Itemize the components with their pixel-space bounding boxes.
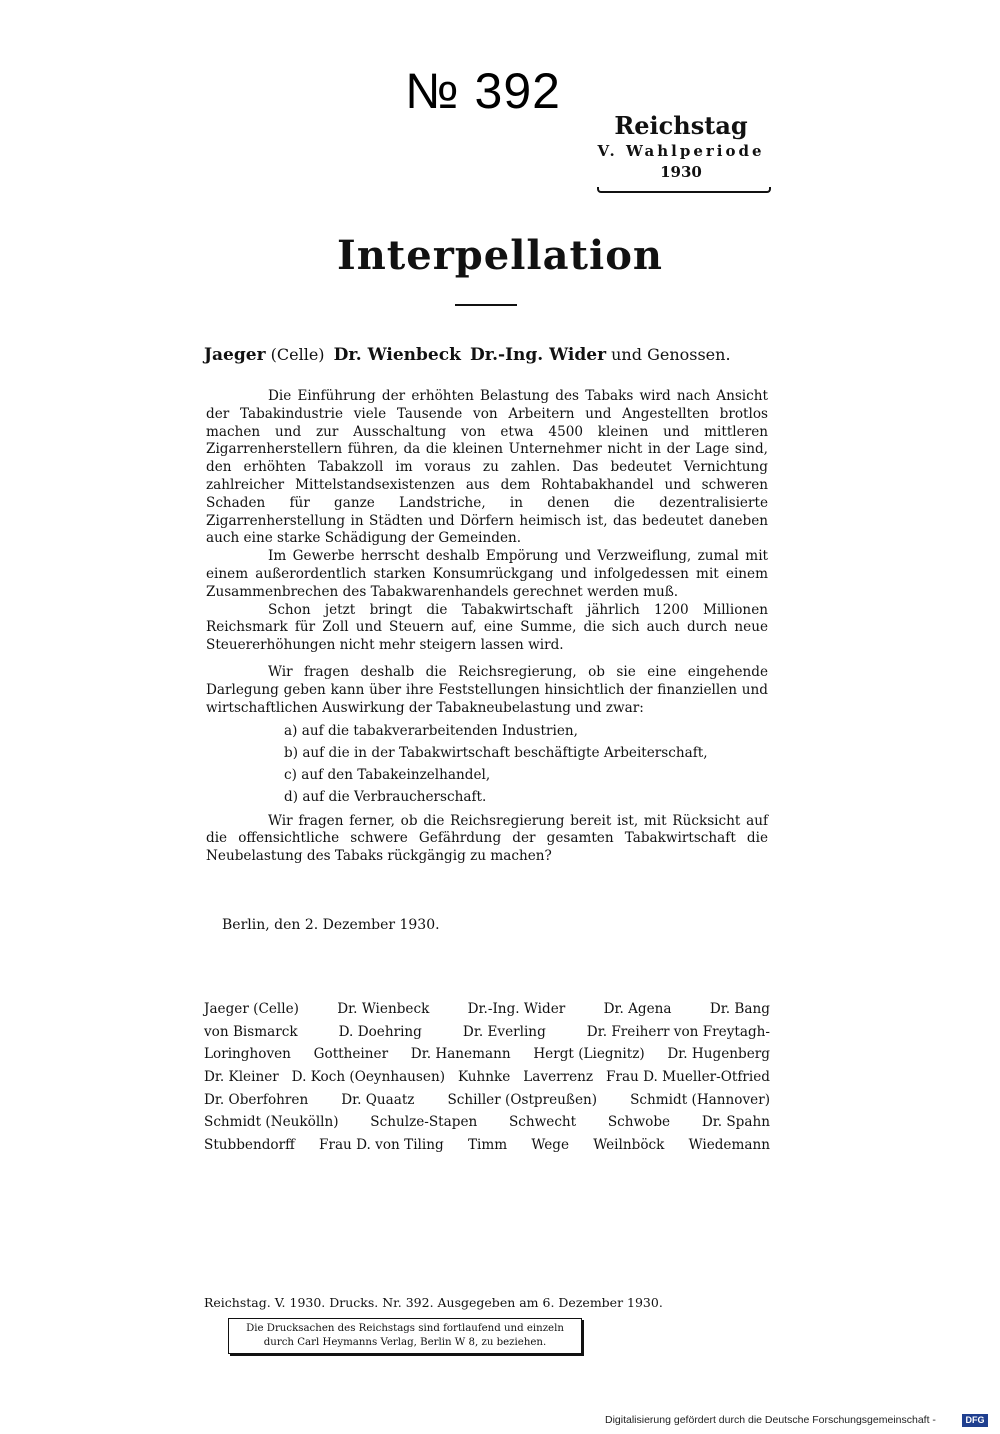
signer-name: Frau D. von Tiling (319, 1136, 444, 1153)
parliament-name: Reichstag (614, 111, 748, 140)
signer-name: Dr. Spahn (701, 1114, 770, 1131)
signer-name: Loringhoven (204, 1046, 291, 1063)
signer-name: D. Koch (Oeynhausen) (291, 1069, 446, 1086)
digitization-credit: Digitalisierung gefördert durch die Deutsche Forschungsgemeinschaft - (605, 1414, 936, 1426)
signer-name: Dr. Agena (603, 1001, 672, 1018)
signer-name: Wiedemann (688, 1136, 770, 1153)
list-item: d) auf die Verbraucherschaft. (284, 788, 487, 805)
signer-row (204, 1021, 770, 1044)
signer-name: Kuhnke (457, 1069, 511, 1086)
signer-row (204, 998, 770, 1021)
signer-name: Schiller (Ostpreußen) (447, 1091, 598, 1108)
signer-name: von Bismarck (204, 1023, 298, 1040)
paragraph-3: Schon jetzt bringt die Tabakwirtschaft jährlich 1200 Millionen Reichsmark für Zoll und Steuern auf, eine Summe, die sich auch durch neue Steuererhöhungen nicht mehr steigern lassen wird. (206, 601, 768, 654)
signer-name: Gottheiner (313, 1046, 389, 1063)
paragraph-2: Im Gewerbe herrscht deshalb Empörung und Verzweiflung, zumal mit einem außerordentlich starken Konsumrückgang und infolgedessen mit einem Zusammenbrechen des Tabakwarenhandels gerechnet werden muß. (206, 548, 768, 600)
signer-name: Dr.-Ing. Wider (467, 1001, 566, 1018)
signer-name: Dr. Kleiner (204, 1069, 279, 1086)
date-line: Berlin, den 2. Dezember 1930. (222, 917, 440, 933)
header-bracket-rule (597, 187, 771, 193)
signer-name: Schmidt (Neukölln) (204, 1114, 339, 1131)
authors-tail: und Genossen. (611, 345, 731, 364)
signer-name: Dr. Hanemann (410, 1046, 511, 1063)
author-3: Dr.-Ing. Wider (469, 345, 607, 365)
signatories (204, 998, 770, 1156)
signer-name: Dr. Freiherr von Freytagh- (586, 1023, 770, 1040)
signer-name: Schmidt (Hannover) (630, 1091, 770, 1108)
print-reference-line: Reichstag. V. 1930. Drucks. Nr. 392. Ausgegeben am 6. Dezember 1930. (204, 1295, 663, 1310)
signer-name: Stubbendorff (204, 1136, 295, 1153)
signer-name: Timm (467, 1136, 508, 1153)
list-item: c) auf den Tabakeinzelhandel, (284, 766, 491, 783)
publisher-notice-box (228, 1318, 582, 1354)
authors-line (204, 345, 735, 365)
signer-name: Dr. Everling (462, 1023, 546, 1040)
interpellation-body (206, 388, 768, 866)
publisher-notice-line-1: Die Drucksachen des Reichstags sind fortlaufend und einzeln (246, 1323, 564, 1334)
signer-name: Dr. Bang (709, 1001, 770, 1018)
signer-row (204, 1111, 770, 1134)
question-list (284, 721, 768, 808)
publisher-notice-line-2: durch Carl Heymanns Verlag, Berlin W 8, zu beziehen. (263, 1337, 547, 1348)
signer-name: Schulze-Stapen (370, 1114, 478, 1131)
page-title: Interpellation (337, 232, 663, 279)
signer-name: Schwecht (508, 1114, 577, 1131)
signer-name: Dr. Hugenberg (667, 1046, 770, 1063)
signer-name: Frau D. Mueller-Otfried (606, 1069, 770, 1086)
signer-name: Jaeger (Celle) (204, 1001, 299, 1018)
signer-name: Wege (531, 1136, 570, 1153)
author-1: Jaeger (204, 345, 266, 365)
list-item: b) auf die in der Tabakwirtschaft beschäftigte Arbeiterschaft, (284, 745, 708, 762)
author-1-note: (Celle) (270, 345, 325, 364)
document-number: № 392 (405, 63, 561, 119)
dfg-logo: DFG (962, 1414, 988, 1427)
paragraph-4: Wir fragen deshalb die Reichsregierung, ob sie eine eingehende Darlegung geben kann über ihre Feststellungen hinsichtlich der finanziellen und wirtschaftlichen Auswirkung der Tabakneubelastung und zwar: (206, 663, 768, 716)
signer-name: Weilnböck (593, 1136, 665, 1153)
legislative-period: V. Wahlperiode (597, 142, 765, 160)
period-year: 1930 (660, 163, 702, 181)
signer-name: Dr. Wienbeck (337, 1001, 430, 1018)
author-2: Dr. Wienbeck (333, 345, 461, 365)
paragraph-5: Wir fragen ferner, ob die Reichsregierung bereit ist, mit Rücksicht auf die offensichtliche schwere Gefährdung der gesamten Tabakwirtschaft die Neubelastung des Tabaks rückgängig zu machen? (206, 812, 768, 865)
signer-name: Schwobe (607, 1114, 671, 1131)
signer-row (204, 1088, 770, 1111)
signer-name: Hergt (Liegnitz) (533, 1046, 645, 1063)
list-item: a) auf die tabakverarbeitenden Industrien, (284, 723, 578, 740)
signer-row (204, 1134, 770, 1157)
signer-row (204, 1043, 770, 1066)
signer-name: Dr. Oberfohren (204, 1091, 309, 1108)
reichstag-block (595, 112, 767, 182)
title-divider (455, 304, 517, 306)
signer-row (204, 1066, 770, 1089)
signer-name: Dr. Quaatz (341, 1091, 415, 1108)
paragraph-1: Die Einführung der erhöhten Belastung des Tabaks wird nach Ansicht der Tabakindustrie viele Tausende von Arbeitern und Angestellten brotlos machen und zur Ausschaltung von etwa 4500 kleinen und mittleren Zigarrenherstellern führen, da die kleinen Unternehmer nicht in der Lage sind, den erhöhten Tabakzoll im voraus zu zahlen. Das bedeutet Vernichtung zahlreicher Mittelstandsexistenzen aus dem Rohtabakhandel und schweren Schaden für ganze Landstriche, in denen die dezentralisierte Zigarrenherstellung in Städten und Dörfern heimisch ist, das bedeutet daneben auch eine starke Schädigung der Gemeinden. (206, 388, 768, 547)
signer-name: Laverrenz (523, 1069, 594, 1086)
signer-name: D. Doehring (338, 1023, 422, 1040)
